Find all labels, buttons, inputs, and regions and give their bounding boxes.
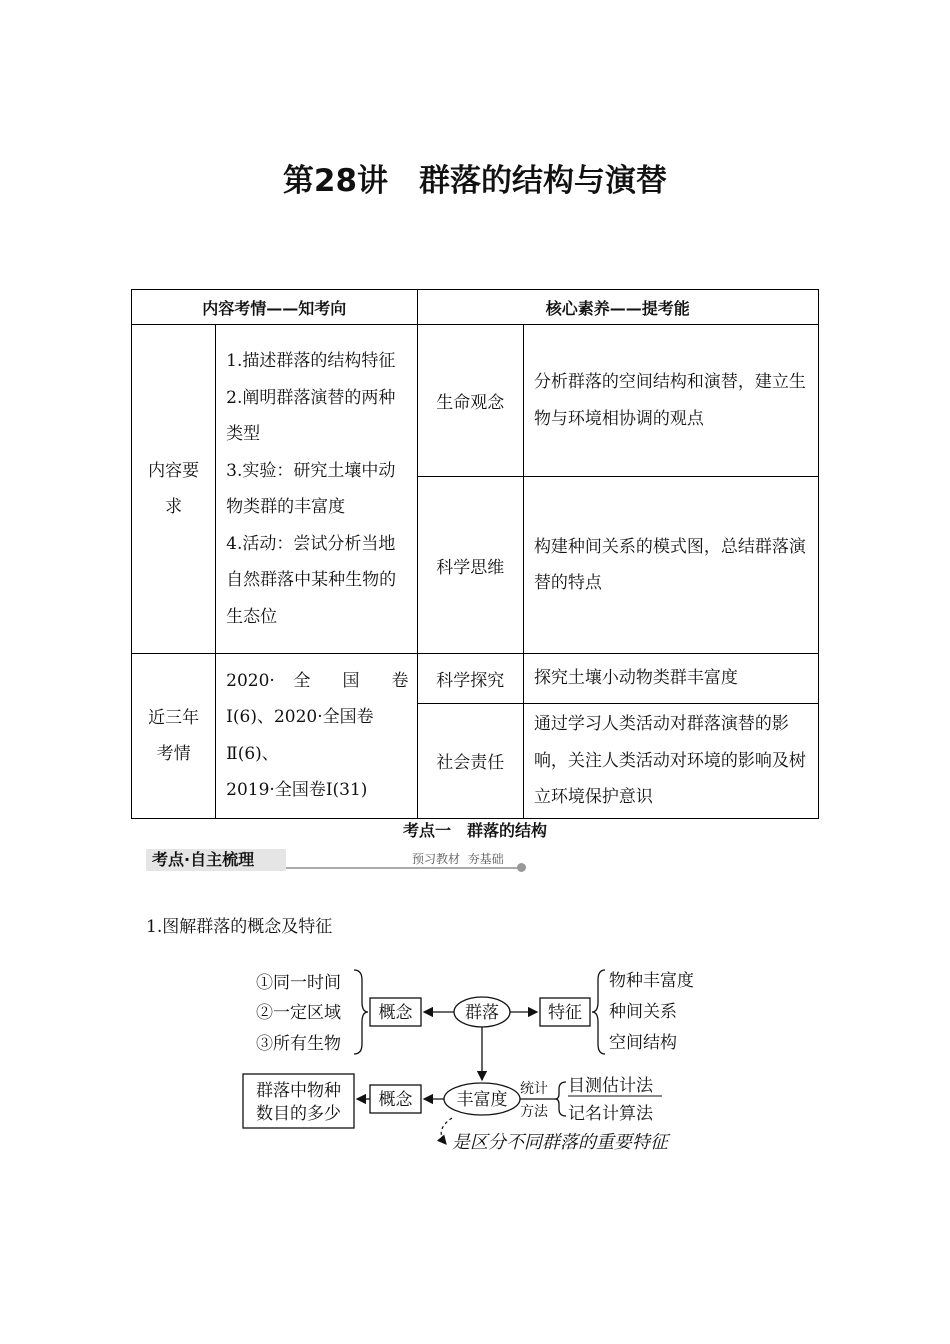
exam-label-cell (132, 654, 216, 819)
exam-label: 近三年考情 (148, 707, 200, 764)
content-label: 内容要求 (148, 461, 200, 517)
table-row (132, 654, 819, 704)
exam-line: Ⅰ(6)、2020·全国卷 (226, 707, 374, 728)
definition-item: ③所有生物 (256, 1034, 341, 1054)
table-row (132, 325, 819, 477)
literacy-name: 科学探究 (417, 654, 523, 704)
concept-label-2: 概念 (378, 1090, 413, 1110)
feature-label: 特征 (548, 1003, 582, 1023)
requirements-table (131, 289, 819, 819)
page-title: 第28讲 群落的结构与演替 (282, 163, 668, 199)
exam-line: 2020· 全 国 卷 (226, 670, 409, 691)
header-literacy: 核心素养——提考能 (417, 290, 818, 325)
subheading: 1.图解群落的概念及特征 (146, 917, 333, 937)
literacy-desc: 通过学习人类活动对群落演替的影响，关注人类活动对环境的影响及树立环境保护意识 (523, 704, 818, 819)
exam-line: Ⅱ(6)、 (226, 743, 279, 764)
community-concept-diagram (230, 958, 720, 1163)
section-banner (146, 849, 526, 873)
requirement-item: 4.活动：尝试分析当地自然群落中某种生物的生态位 (226, 533, 397, 627)
method-item: 目测估计法 (568, 1076, 653, 1096)
stat-label: 统计 (520, 1081, 548, 1097)
method-item: 记名计算法 (568, 1104, 653, 1124)
feature-item: 物种丰富度 (609, 971, 694, 991)
literacy-name: 社会责任 (417, 704, 523, 819)
right-brace (592, 970, 605, 1054)
content-label-cell (132, 325, 216, 654)
requirement-item: 3.实验：研究土壤中动物类群的丰富度 (226, 460, 396, 517)
community-label: 群落 (465, 1003, 499, 1023)
handwritten-note: 是区分不同群落的重要特征 (452, 1132, 668, 1153)
section-title: 考点一 群落的结构 (402, 821, 547, 840)
richness-definition-line: 群落中物种 (256, 1081, 341, 1101)
richness-definition-line: 数目的多少 (256, 1104, 341, 1124)
method-label: 方法 (520, 1104, 548, 1120)
table-header-row (132, 290, 819, 325)
banner-label: 考点·自主梳理 (146, 849, 286, 871)
requirements-cell (216, 325, 417, 654)
banner-dot-icon (517, 863, 526, 872)
header-content: 内容考情——知考向 (132, 290, 418, 325)
definition-item: ①同一时间 (256, 973, 341, 993)
literacy-name: 科学思维 (417, 477, 523, 654)
literacy-desc: 探究土壤小动物类群丰富度 (523, 654, 818, 704)
note-arrow (441, 1118, 452, 1144)
exam-line: 2019·全国卷Ⅰ(31) (226, 780, 368, 801)
banner-subtitle: 预习教材 夯基础 (412, 852, 504, 866)
concept-label: 概念 (378, 1003, 413, 1023)
literacy-desc: 分析群落的空间结构和演替，建立生物与环境相协调的观点 (523, 325, 818, 477)
feature-item: 空间结构 (609, 1033, 677, 1053)
feature-item: 种间关系 (609, 1002, 677, 1022)
literacy-desc: 构建种间关系的模式图，总结群落演替的特点 (523, 477, 818, 654)
left-brace (354, 970, 368, 1054)
richness-label: 丰富度 (456, 1090, 508, 1110)
requirement-item: 1.描述群落的结构特征 (226, 351, 396, 371)
banner-divider (286, 867, 520, 869)
exam-cell (216, 654, 417, 819)
definition-item: ②一定区域 (256, 1003, 341, 1023)
requirement-item: 2.阐明群落演替的两种类型 (226, 387, 396, 444)
method-brace (555, 1082, 566, 1116)
literacy-name: 生命观念 (417, 325, 523, 477)
